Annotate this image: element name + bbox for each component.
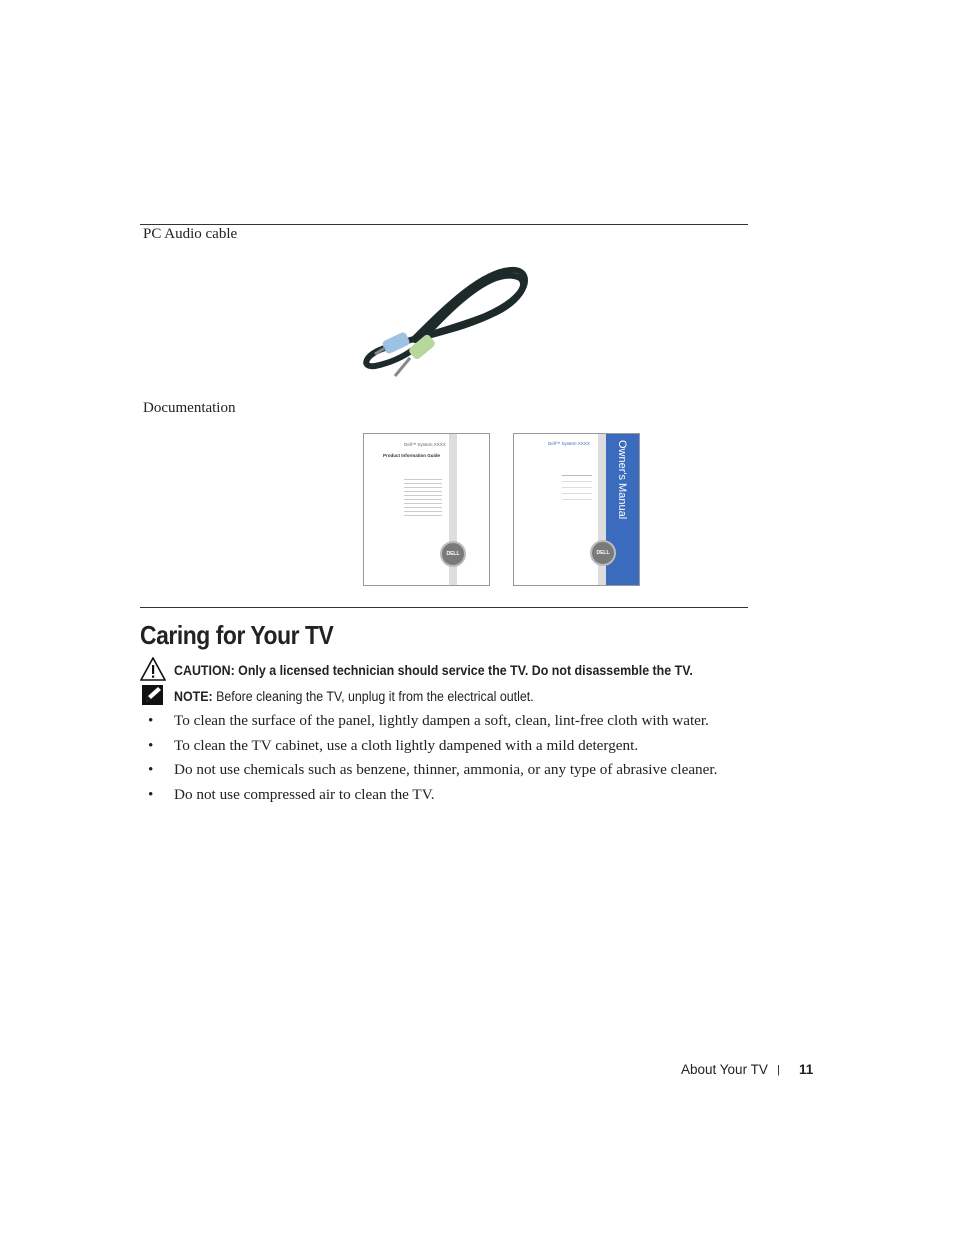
owners-manual-spine-title: Owner's Manual — [616, 440, 628, 520]
note-label: NOTE: — [174, 689, 213, 704]
caution-text: Only a licensed technician should service the TV. Do not disassemble the TV. — [238, 663, 693, 678]
product-guide-brand: Dell™ System XXXX — [404, 442, 446, 447]
owners-manual-image — [513, 433, 640, 586]
caution-label: CAUTION: — [174, 663, 235, 678]
cleaning-instructions-list — [148, 711, 748, 810]
bullet-symbol: • — [148, 712, 154, 729]
audio-cable-image — [355, 258, 535, 386]
footer-separator: | — [777, 1064, 780, 1076]
product-information-guide-image — [363, 433, 490, 586]
caution-triangle-icon — [140, 657, 166, 681]
audio-cable-label: PC Audio cable — [143, 226, 238, 242]
owners-manual-brand: Dell™ System XXXX — [548, 441, 590, 446]
note-pencil-icon — [140, 683, 166, 707]
bullet-symbol: • — [148, 736, 154, 754]
section-heading: Caring for Your TV — [140, 620, 334, 650]
note-text: Before cleaning the TV, unplug it from the electrical outlet. — [216, 689, 534, 704]
page-number: 11 — [799, 1062, 814, 1077]
list-item: • To clean the TV cabinet, use a cloth lightly dampened with a mild detergent. — [148, 736, 639, 754]
dell-logo: DELL — [590, 540, 616, 566]
documentation-label: Documentation — [143, 400, 236, 416]
table-top-rule — [140, 224, 748, 225]
list-item: • Do not use compressed air to clean the TV. — [148, 786, 435, 804]
list-item: • Do not use chemicals such as benzene, thinner, ammonia, or any type of abrasive cleaner. — [148, 761, 718, 779]
list-item: • To clean the surface of the panel, lightly dampen a soft, clean, lint-free cloth with water. — [148, 712, 709, 729]
product-guide-title: Product Information Guide — [383, 453, 440, 458]
bullet-symbol: • — [148, 761, 154, 779]
footer-chapter: About Your TV — [681, 1062, 768, 1077]
dell-logo: DELL — [440, 541, 466, 567]
table-bottom-rule — [140, 607, 748, 608]
bullet-symbol: • — [148, 786, 154, 804]
